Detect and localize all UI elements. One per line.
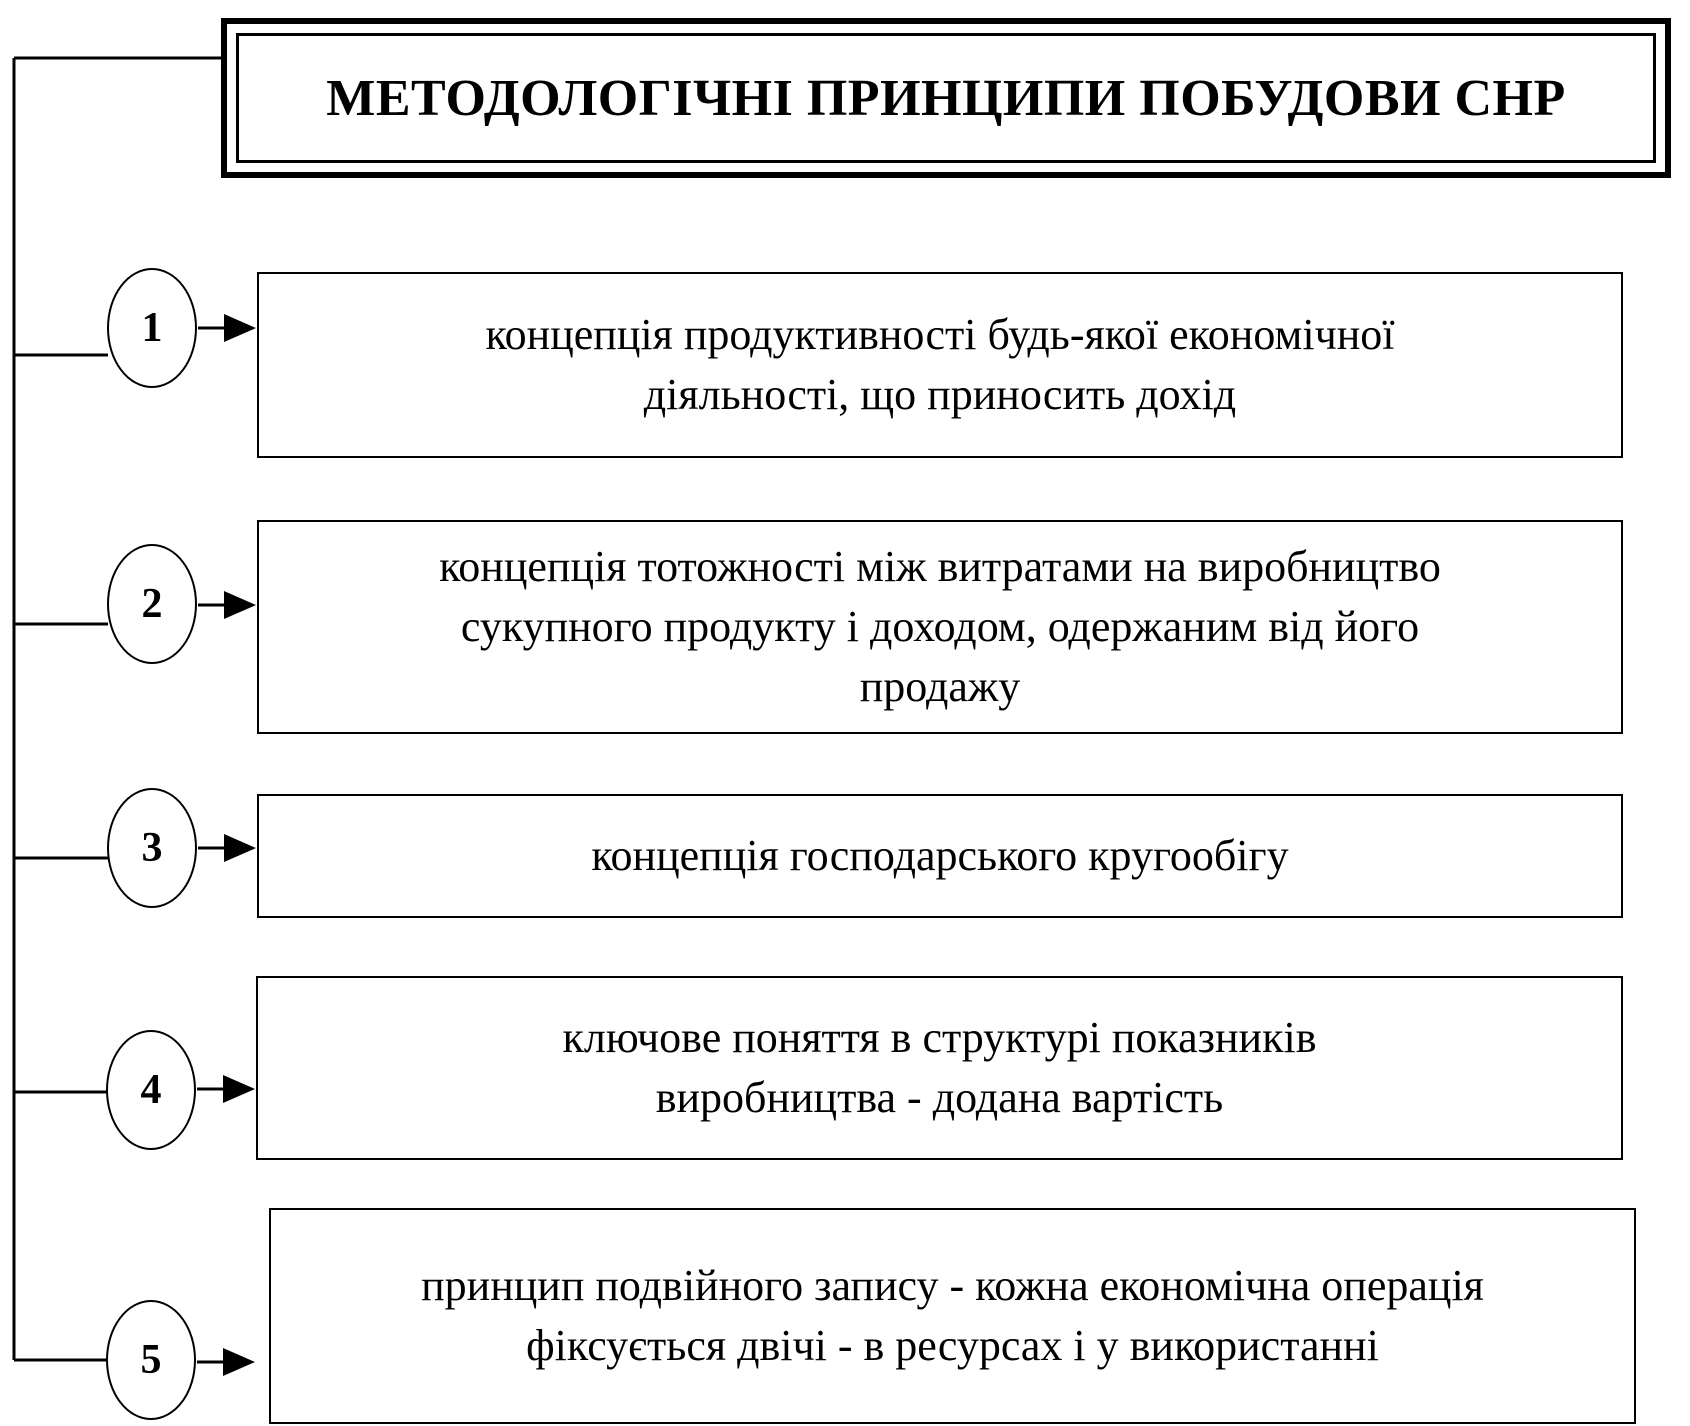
number-circle-5 <box>106 1300 196 1420</box>
number-circle-2 <box>107 544 197 664</box>
principle-box-2 <box>257 520 1623 734</box>
principle-box-5 <box>269 1208 1636 1424</box>
arrow-5 <box>197 1348 255 1376</box>
principle-text-4: ключове поняття в структурі показників виробництва - додана вартість <box>562 1013 1317 1122</box>
number-label-4: 4 <box>140 1067 162 1113</box>
number-label-2: 2 <box>141 581 163 627</box>
number-circle-3 <box>107 788 197 908</box>
number-label-3: 3 <box>141 825 163 871</box>
principle-text-2: концепція тотожності між витратами на виробництво сукупного продукту і доходом, одержаним від його продажу <box>439 542 1441 711</box>
principle-text-5: принцип подвійного запису - кожна економічна операція фіксується двічі - в ресурсах і у використанні <box>421 1261 1484 1370</box>
arrow-4 <box>197 1075 255 1103</box>
number-label-5: 5 <box>140 1337 162 1383</box>
arrow-2 <box>198 591 256 619</box>
number-circle-4 <box>106 1030 196 1150</box>
arrow-1 <box>198 314 256 342</box>
diagram-title: МЕТОДОЛОГІЧНІ ПРИНЦИПИ ПОБУДОВИ СНР <box>326 69 1566 127</box>
principle-box-3 <box>257 794 1623 918</box>
number-label-1: 1 <box>141 305 163 351</box>
number-circle-1 <box>107 268 197 388</box>
principle-text-3: концепція господарського кругообігу <box>591 831 1289 880</box>
principle-text-1: концепція продуктивності будь-якої економічної діяльності, що приносить дохід <box>485 310 1395 419</box>
arrow-3 <box>198 834 256 862</box>
principle-box-4 <box>256 976 1623 1160</box>
title-inner-frame <box>236 33 1656 163</box>
title-box <box>221 18 1671 178</box>
principle-box-1 <box>257 272 1623 458</box>
